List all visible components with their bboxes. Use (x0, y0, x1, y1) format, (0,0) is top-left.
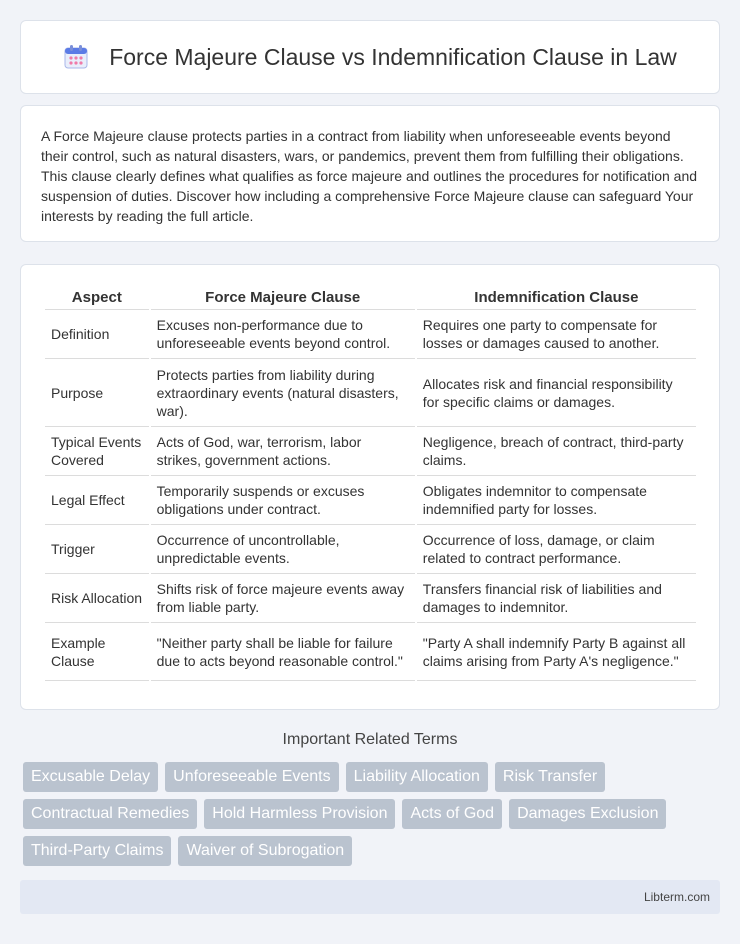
related-term-tag[interactable]: Waiver of Subrogation (178, 836, 352, 866)
indemnification-cell: Obligates indemnitor to compensate indemnified party for losses. (417, 476, 696, 525)
related-terms-list (23, 762, 703, 873)
header-force-majeure: Force Majeure Clause (151, 285, 415, 310)
footer-site-link[interactable]: Libterm.com (643, 890, 710, 904)
intro-card (20, 105, 720, 242)
calendar-icon (63, 44, 89, 70)
force-majeure-cell: "Neither party shall be liable for failure due to acts beyond reasonable control." (151, 623, 415, 681)
intro-text: A Force Majeure clause protects parties in a contract from liability when unforeseeable events beyond their control, such as natural disasters, wars, or pandemics, prevent them from fulfilling their obligations. This clause clearly defines what qualifies as force majeure and outlines the procedures for notification and suspension of duties. Discover how including a comprehensive Force Majeure clause can safeguard Your interests by reading the full article. (41, 128, 698, 224)
related-terms-title: Important Related Terms (282, 731, 458, 748)
force-majeure-cell: Excuses non-performance due to unforeseeable events beyond control. (151, 310, 415, 359)
force-majeure-cell: Shifts risk of force majeure events away from liable party. (151, 574, 415, 623)
aspect-cell: Purpose (45, 359, 149, 427)
table-header-row (45, 285, 696, 310)
indemnification-cell: Transfers financial risk of liabilities and damages to indemnitor. (417, 574, 696, 623)
aspect-cell: Definition (45, 310, 149, 359)
comparison-table (43, 285, 698, 681)
force-majeure-cell: Protects parties from liability during extraordinary events (natural disasters, war). (151, 359, 415, 427)
comparison-table-card (20, 264, 720, 710)
related-term-tag[interactable]: Acts of God (402, 799, 502, 829)
related-term-tag[interactable]: Contractual Remedies (23, 799, 197, 829)
table-row (45, 574, 696, 623)
header-indemnification: Indemnification Clause (417, 285, 696, 310)
indemnification-cell: Occurrence of loss, damage, or claim related to contract performance. (417, 525, 696, 574)
indemnification-cell: Requires one party to compensate for losses or damages caused to another. (417, 310, 696, 359)
table-row (45, 525, 696, 574)
related-term-tag[interactable]: Risk Transfer (495, 762, 605, 792)
related-term-tag[interactable]: Third-Party Claims (23, 836, 171, 866)
related-term-tag[interactable]: Damages Exclusion (509, 799, 666, 829)
footer (20, 880, 720, 914)
indemnification-cell: Allocates risk and financial responsibility for specific claims or damages. (417, 359, 696, 427)
force-majeure-cell: Occurrence of uncontrollable, unpredictable events. (151, 525, 415, 574)
table-row (45, 427, 696, 476)
aspect-cell: Trigger (45, 525, 149, 574)
title-card (20, 20, 720, 94)
related-term-tag[interactable]: Unforeseeable Events (165, 762, 338, 792)
related-term-tag[interactable]: Hold Harmless Provision (204, 799, 395, 829)
indemnification-cell: "Party A shall indemnify Party B against all claims arising from Party A's negligence." (417, 623, 696, 681)
aspect-cell: Legal Effect (45, 476, 149, 525)
page-title: Force Majeure Clause vs Indemnification Clause in Law (109, 43, 677, 70)
table-row (45, 623, 696, 681)
aspect-cell: Typical Events Covered (45, 427, 149, 476)
aspect-cell: Risk Allocation (45, 574, 149, 623)
table-row (45, 359, 696, 427)
force-majeure-cell: Temporarily suspends or excuses obligations under contract. (151, 476, 415, 525)
table-row (45, 310, 696, 359)
related-term-tag[interactable]: Liability Allocation (346, 762, 488, 792)
table-row (45, 476, 696, 525)
indemnification-cell: Negligence, breach of contract, third-party claims. (417, 427, 696, 476)
force-majeure-cell: Acts of God, war, terrorism, labor strikes, government actions. (151, 427, 415, 476)
header-aspect: Aspect (45, 285, 149, 310)
related-term-tag[interactable]: Excusable Delay (23, 762, 158, 792)
aspect-cell: Example Clause (45, 623, 149, 681)
